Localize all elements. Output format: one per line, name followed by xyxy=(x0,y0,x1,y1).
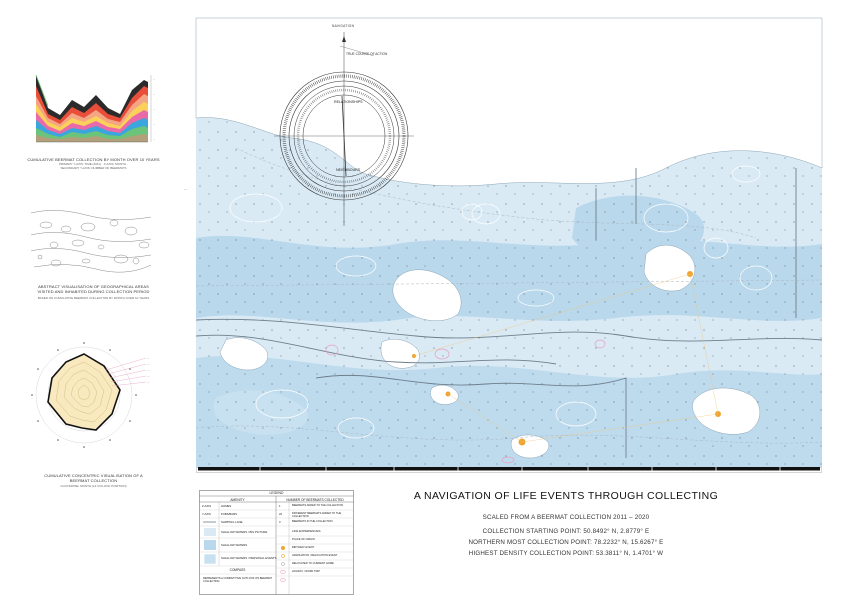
areas-sketch-note: BASED ON CUMULATIVE BEERMAT COLLECTION BY MONTH OVER 10 YEARS xyxy=(37,296,150,300)
radar-note: CLOCKWISE: MONTH (12 O'CLOCK POSITION) xyxy=(60,484,127,488)
legend-right-key-2: 3 xyxy=(279,520,281,524)
legend-left-label-3: SHALLOW WATERS / BIG PICTURE xyxy=(221,530,268,534)
map-title: A NAVIGATION OF LIFE EVENTS THROUGH COLLECTING xyxy=(413,490,719,502)
legend-right-label-7: RELOCATED TO CURRENT HOME xyxy=(292,562,334,565)
legend-right-label-3: LIFE EXPERIENCES xyxy=(292,529,321,533)
svg-text:—: — xyxy=(147,369,150,372)
legend-left-key-1: Y-AXIS xyxy=(202,512,211,516)
legend-left-label-1: PUBS/BARS xyxy=(221,512,238,516)
areas-sketch-caption: ABSTRACT VISUALISATION OF GEOGRAPHICAL AREAS VISITED AND INHABITED DURING COLLECTION PERIOD xyxy=(37,284,150,294)
areas-sketch xyxy=(26,205,161,277)
title-block xyxy=(398,490,734,561)
legend-right-label-6: GRADUATION / RELOCATION EVENT xyxy=(292,554,338,557)
svg-text:--: -- xyxy=(153,108,155,111)
svg-text:—: — xyxy=(147,375,150,378)
svg-text:--: -- xyxy=(153,138,155,141)
legend-right-key-0: 1 xyxy=(279,504,281,508)
svg-text:--: -- xyxy=(153,93,155,96)
legend xyxy=(199,490,354,595)
stream-chart-note: PRIMARY Y-AXIS: TIME (2011) · X-AXIS: MONTH · SECONDARY Y-AXIS: NUMBER OF BEERMATS xyxy=(59,162,128,170)
subtitle-scale: SCALED FROM A BEERMAT COLLECTION 2011 – 2020 xyxy=(482,514,650,521)
compass-inner-bottom-label: NEIGHBOURS xyxy=(336,168,361,172)
nautical-map[interactable] xyxy=(184,18,822,473)
radar-chart xyxy=(26,330,161,462)
areas-sketch-panel xyxy=(26,205,161,305)
legend-left-key-0: Z-AXIS xyxy=(202,504,212,508)
legend-compass-label: COMPASS xyxy=(229,568,246,572)
legend-title: LEGEND xyxy=(269,491,284,495)
subtitle-start-point: COLLECTION STARTING POINT: 50.8492° N, 2.8779° E xyxy=(482,528,650,535)
stream-chart xyxy=(26,70,161,150)
legend-right-label-5: BIRTHDAY EVENT xyxy=(292,546,315,549)
svg-text:—: — xyxy=(147,381,150,384)
subtitle-northern-point: NORTHERN MOST COLLECTION POINT: 78.2232° N, 15.6267° E xyxy=(468,539,664,546)
stream-chart-caption: CUMULATIVE BEERMAT COLLECTION BY MONTH OVER 10 YEARS xyxy=(27,157,160,162)
scale-bar xyxy=(198,467,820,471)
legend-right-header: NUMBER OF BEERMATS COLLECTED xyxy=(286,497,344,502)
map-svg xyxy=(184,18,822,473)
compass-inner-top-label: RELATIONSHIPS xyxy=(334,100,363,104)
legend-left-label-2: SHIPPING LANE xyxy=(221,520,243,524)
legend-right-label-2: BEERMATS IN THE COLLECTION xyxy=(292,520,333,523)
legend-compass-note: REPRESENTS A COMPETITIVE OUTLOOK ON BEERMAT COLLECTING xyxy=(203,577,273,584)
svg-text:--: -- xyxy=(153,123,155,126)
legend-right-label-4: PLACE OF ORIGIN xyxy=(292,538,315,541)
legend-right-label-1: DIFFERENT BEERMATS ADDED TO THE COLLECTION xyxy=(292,512,342,518)
svg-text:—: — xyxy=(147,357,150,360)
radar-caption: CUMULATIVE CONCENTRIC VISUALISATION OF A BEERMAT COLLECTION xyxy=(44,473,143,483)
legend-right-label-8: HOLIDAY / WORK TRIP xyxy=(292,570,320,573)
legend-left-label-0: HOMES xyxy=(221,504,232,508)
svg-text:—: — xyxy=(147,363,150,366)
radar-panel xyxy=(26,330,161,490)
legend-left-header: AMENITY xyxy=(230,497,245,502)
legend-right-key-1: 22 xyxy=(279,512,283,516)
legend-left-label-4: SHALLOW WATERS xyxy=(221,543,248,547)
legend-right-label-0: BEERMATS ADDED TO THE COLLECTION xyxy=(292,504,344,507)
subtitle-density-point: HIGHEST DENSITY COLLECTION POINT: 53.3811° N, 1.4701° W xyxy=(468,550,664,557)
svg-text:—: — xyxy=(184,187,187,191)
stream-chart-panel xyxy=(26,70,161,180)
legend-left-label-5: SHALLOW WATERS / PERSONAL EVENTS xyxy=(221,556,277,560)
compass-true-course-label: TRUE COURSE OF ACTION xyxy=(346,52,388,56)
svg-text:--: -- xyxy=(153,78,155,81)
compass-north-label: NAVIGATION xyxy=(332,24,355,28)
